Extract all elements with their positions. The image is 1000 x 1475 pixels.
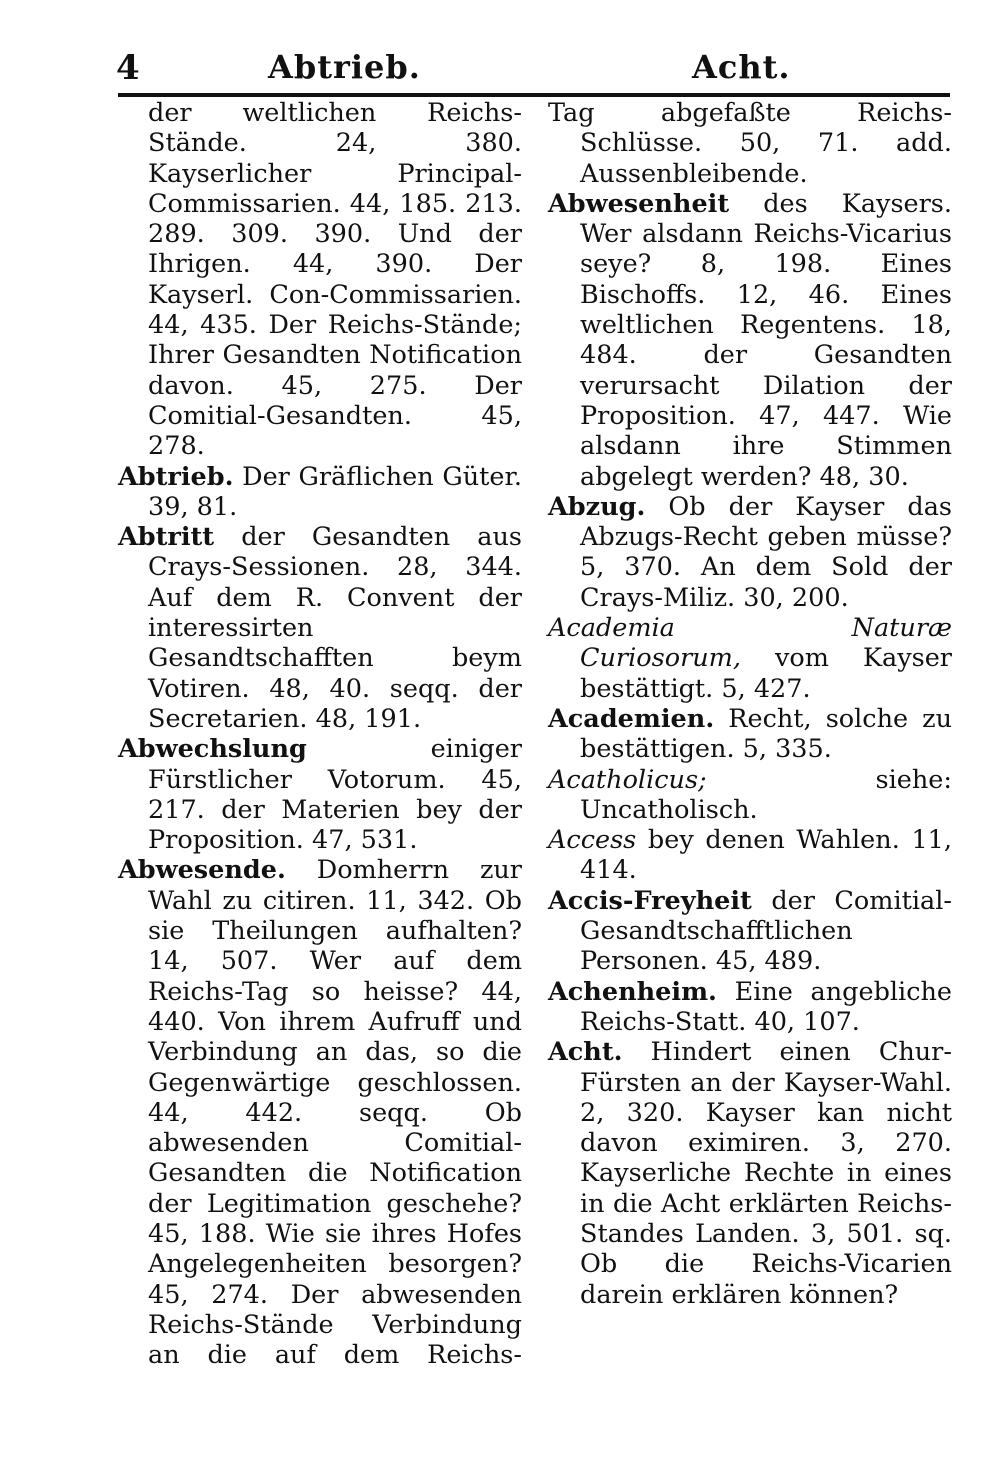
entry-text: Der Gräflichen Güter. 39, 81. xyxy=(148,461,522,522)
entry-text: Recht, solche zu bestättigen. 5, 335. xyxy=(580,703,953,765)
index-entry xyxy=(548,613,952,704)
page-number: 4 xyxy=(116,48,140,88)
left-running-head: Abtrieb. xyxy=(268,48,421,86)
index-entry xyxy=(548,1037,952,1310)
entry-headword: Academien. xyxy=(548,703,715,734)
index-entry xyxy=(118,522,522,734)
right-running-head: Acht. xyxy=(692,48,791,86)
entry-text: vom Kayser bestättigt. 5, 427. xyxy=(580,643,952,704)
entry-text: Hindert einen Chur-Fürsten an der Kayser-Wahl. 2, 320. Kayser kan nicht davon eximiren. 3, 270. Kayserliche Rechte in eines in die Acht erklärten Reichs-Standes Landen. 3, 501. sq. Ob die Reichs-Vicarien darein erklären können? xyxy=(580,1037,952,1310)
entry-text: der Gesandten aus Crays-Sessionen. 28, 344. Auf dem R. Convent der interessirten Gesandtschafften beym Votiren. 48, 40. seqq. der Secretarien. 48, 191. xyxy=(148,522,522,734)
entry-headword: Abtrieb. xyxy=(118,461,234,492)
entry-headword: Abwesenheit xyxy=(548,188,730,219)
entry-headword: Abwesende. xyxy=(118,855,286,886)
continued-entry-text: der weltlichen Reichs-Stände. 24, 380. Kayserlicher Principal-Commissarien. 44, 185. 213. 289. 309. 390. Und der Ihrigen. 44, 390. Der Kayserl. Con-Commissarien. 44, 435. Der Reichs-Stände; Ihrer Gesandten Notification davon. 45, 275. Der Comitial-Gesandten. 45, 278. xyxy=(148,98,522,462)
entry-text: Ob der Kayser das Abzugs-Recht geben müsse? 5, 370. An dem Sold der Crays-Miliz. 30, 200. xyxy=(580,491,952,613)
index-entry xyxy=(118,855,522,1370)
entry-headword: Abwechslung xyxy=(118,734,307,765)
index-entry xyxy=(548,886,952,977)
index-entry xyxy=(548,977,952,1038)
header-rule xyxy=(118,93,950,97)
entry-headword: Abzug. xyxy=(548,491,646,522)
entry-headword: Access xyxy=(548,825,637,856)
left-column xyxy=(118,98,522,1370)
entry-text: der Comitial-Gesandtschafftlichen Personen. 45, 489. xyxy=(580,885,952,977)
entry-headword: Acatholicus; xyxy=(548,764,707,795)
entry-headword: Acht. xyxy=(548,1037,623,1068)
entry-text: siehe: Uncatholisch. xyxy=(580,764,952,825)
entry-text: Eine angebliche Reichs-Statt. 40, 107. xyxy=(580,976,952,1037)
entry-headword: Accis-Freyheit xyxy=(548,885,752,916)
index-entry xyxy=(118,734,522,855)
index-entry xyxy=(548,765,952,826)
entry-text: des Kaysers. Wer alsdann Reichs-Vicarius seye? 8, 198. Eines Bischoffs. 12, 46. Eines weltlichen Regentens. 18, 484. der Gesandten verursacht Dilation der Proposition. 47, 447. Wie alsdann ihre Stimmen abgelegt werden? 48, 30. xyxy=(580,188,953,492)
entry-text: bey denen Wahlen. 11, 414. xyxy=(580,825,953,886)
continued-entry-text: Tag abgefaßte Reichs-Schlüsse. 50, 71. add. Aussenbleibende. xyxy=(548,98,952,189)
index-entry xyxy=(548,704,952,765)
right-column xyxy=(548,98,952,1310)
entry-text: Domherrn zur Wahl zu citiren. 11, 342. Ob sie Theilungen aufhalten? 14, 507. Wer auf dem Reichs-Tag so heisse? 44, 440. Von ihrem Aufruff und Verbindung an das, so die Gegenwärtige geschlossen. 44, 442. seqq. Ob abwesenden Comitial-Gesandten die Notification der Legitimation geschehe? 45, 188. Wie sie ihres Hofes Angelegenheiten besorgen? 45, 274. Der abwesenden Reichs-Stände Verbindung an die auf dem Reichs- xyxy=(148,855,522,1371)
index-entry xyxy=(548,492,952,613)
index-entry xyxy=(118,462,522,523)
entry-headword: Abtritt xyxy=(118,522,215,553)
index-entry xyxy=(548,189,952,492)
entry-headword: Achenheim. xyxy=(548,976,717,1007)
entry-text: einiger Fürstlicher Votorum. 45, 217. der Materien bey der Proposition. 47, 531. xyxy=(148,734,522,856)
index-entry xyxy=(548,825,952,886)
entry-headword: Academia Naturæ Curiosorum, xyxy=(548,613,952,674)
